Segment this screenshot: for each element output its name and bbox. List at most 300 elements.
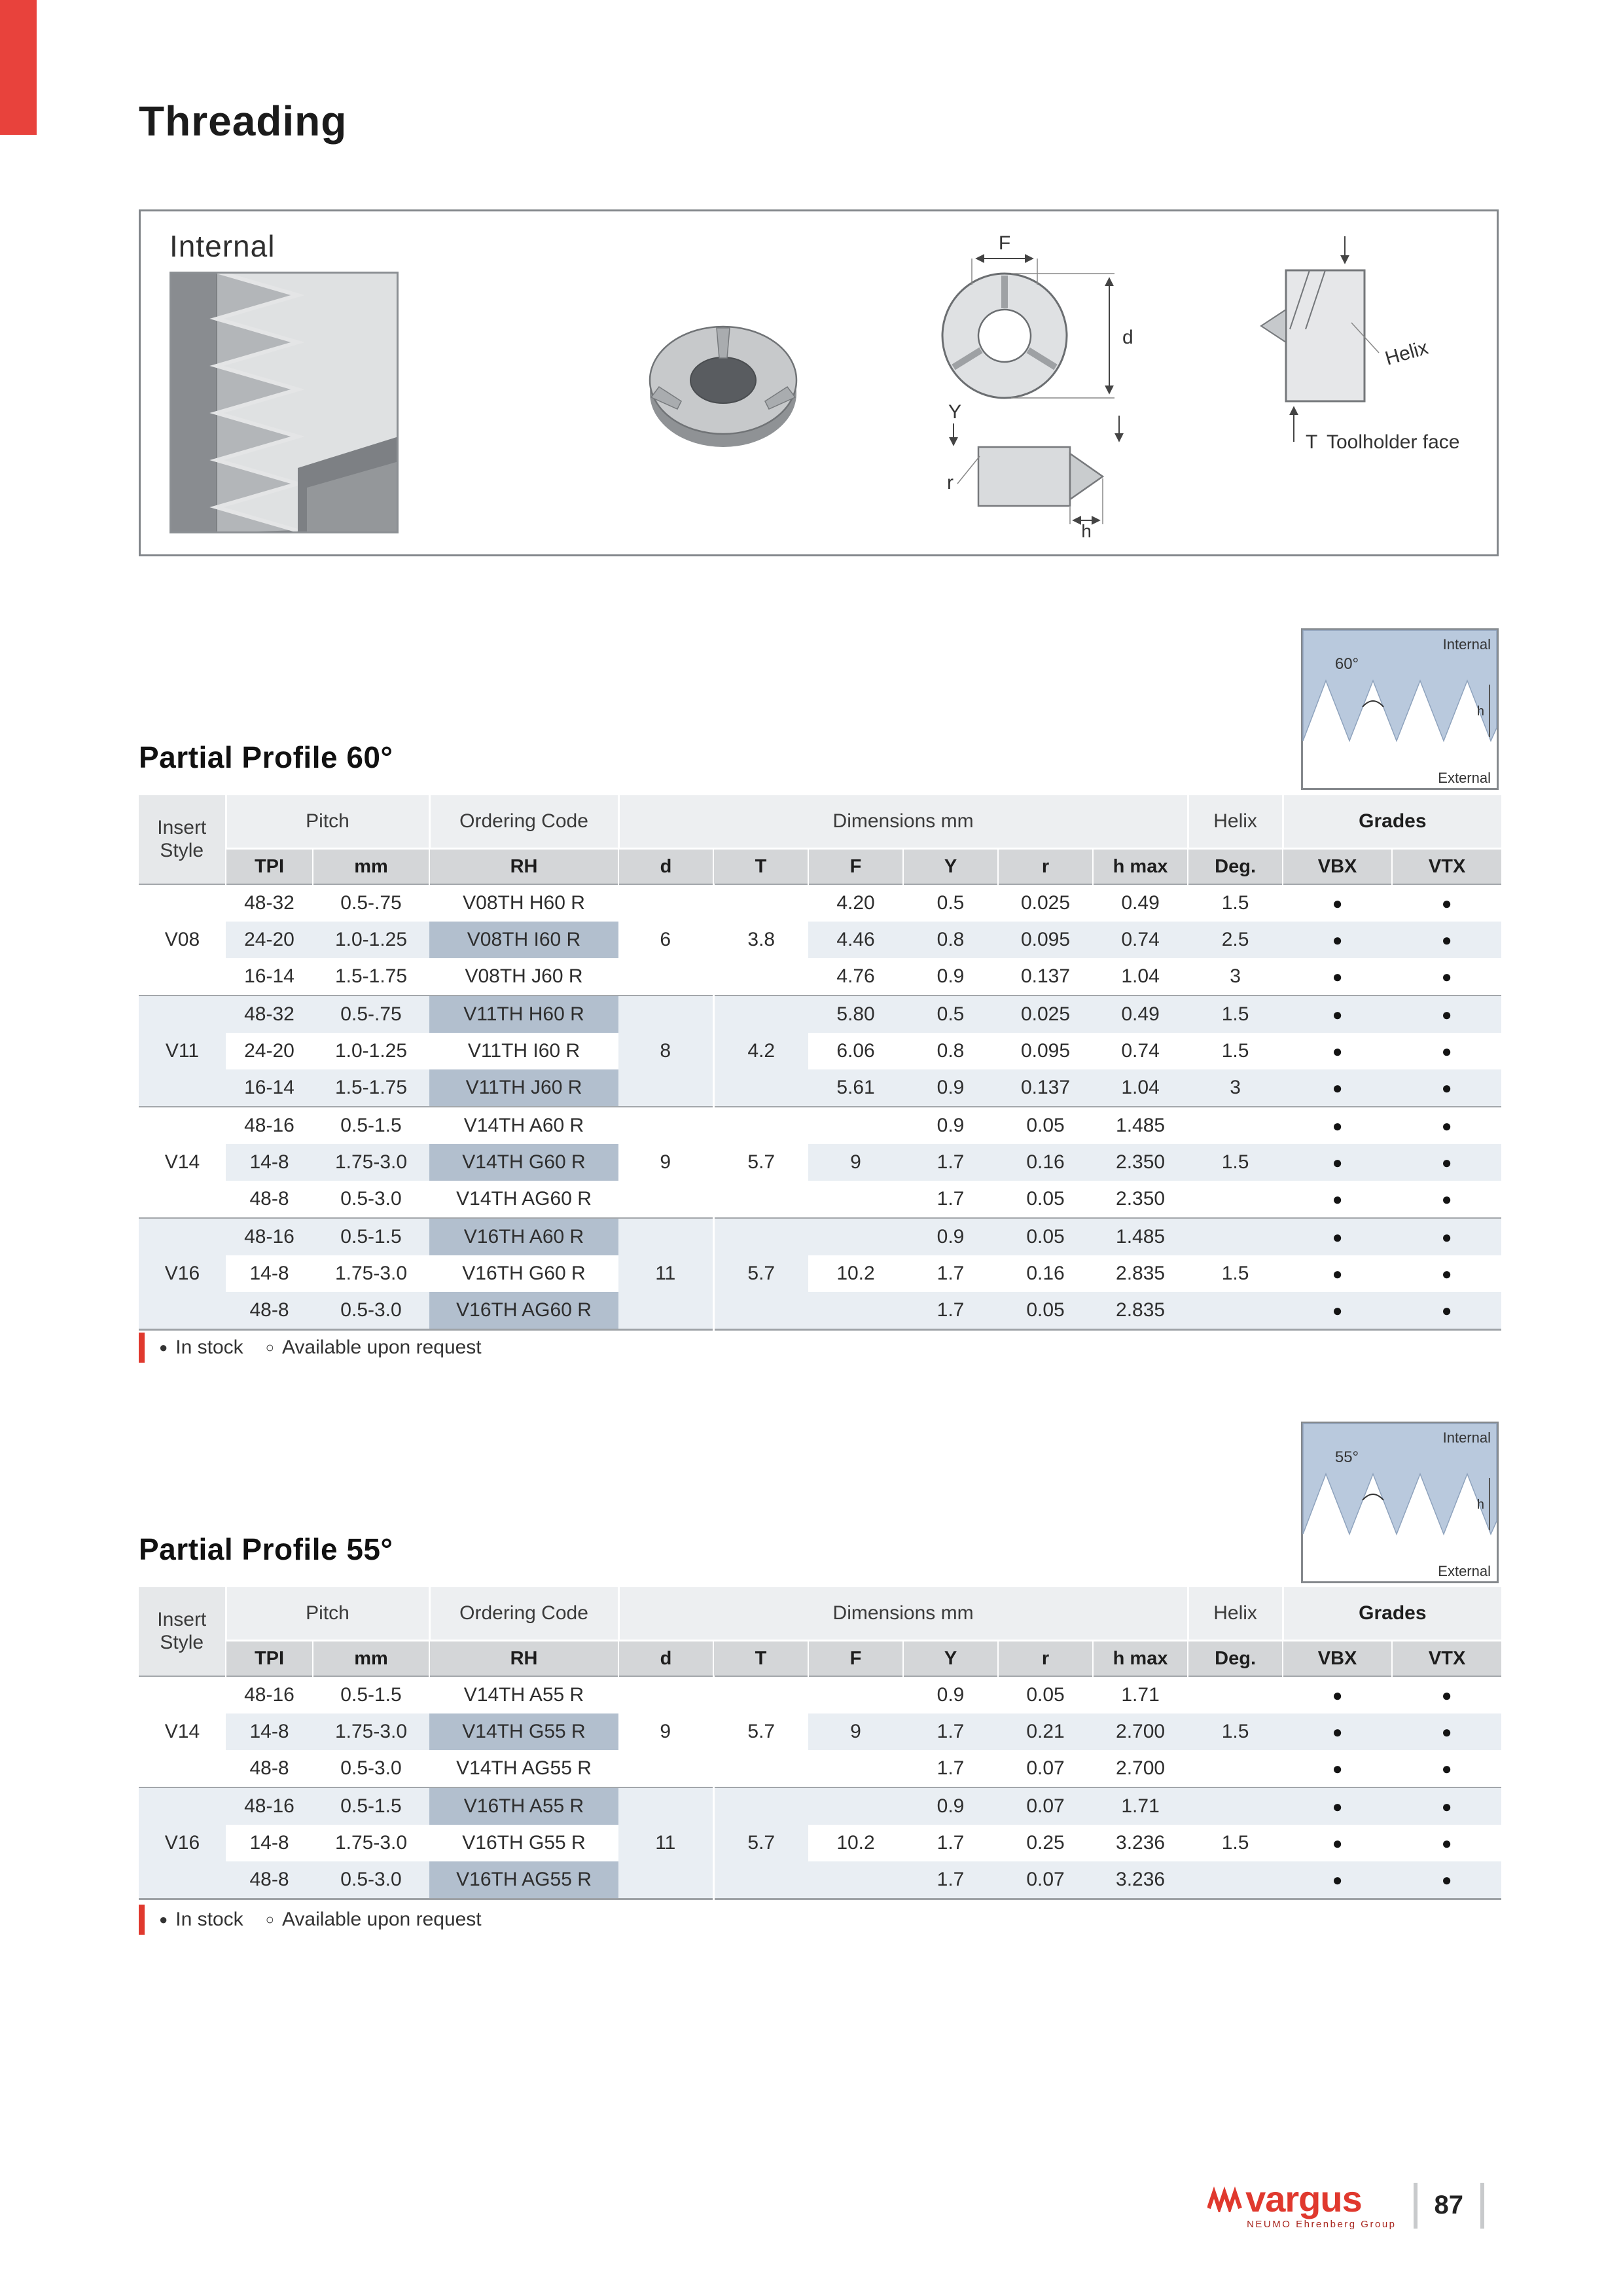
- table-row: [139, 1069, 1501, 1107]
- cell-vbx: ●: [1283, 1825, 1392, 1861]
- cell-mm: 0.5-.75: [313, 996, 429, 1033]
- cell-mm: 0.5-1.5: [313, 1107, 429, 1144]
- cell-y: 1.7: [903, 1750, 998, 1787]
- svg-text:h: h: [1476, 1498, 1484, 1512]
- cell-tpi: 48-16: [226, 1218, 313, 1255]
- table-row: [139, 1825, 1501, 1861]
- cell-helix: [1188, 1861, 1283, 1899]
- cell-hmax: 2.700: [1093, 1750, 1188, 1787]
- cell-r: 0.05: [998, 1218, 1093, 1255]
- cell-helix: 3: [1188, 1069, 1283, 1107]
- profile-mini-diagram-55: [1301, 1422, 1499, 1583]
- cell-vbx: ●: [1283, 1292, 1392, 1330]
- cell-vbx: ●: [1283, 1676, 1392, 1713]
- cell-helix: [1188, 1787, 1283, 1825]
- svg-text:55°: 55°: [1334, 1448, 1359, 1466]
- cell-y: 1.7: [903, 1825, 998, 1861]
- colgroup-grades: Grades: [1283, 1587, 1501, 1641]
- page-title: Threading: [139, 98, 348, 145]
- cell-vbx: ●: [1283, 996, 1392, 1033]
- cell-vbx: ●: [1283, 958, 1392, 996]
- cell-helix: 1.5: [1188, 1144, 1283, 1181]
- cell-vtx: ●: [1392, 996, 1501, 1033]
- cell-vbx: ●: [1283, 1218, 1392, 1255]
- cell-mm: 1.75-3.0: [313, 1144, 429, 1181]
- cell-vtx: ●: [1392, 1255, 1501, 1292]
- colgroup-dimensions: Dimensions mm: [618, 1587, 1188, 1641]
- cell-d: 9: [618, 1676, 713, 1787]
- cell-hmax: 1.71: [1093, 1676, 1188, 1713]
- cell-hmax: 2.350: [1093, 1144, 1188, 1181]
- table-row: [139, 1144, 1501, 1181]
- cell-t: 5.7: [713, 1787, 808, 1899]
- legend-accent-bar: [139, 1333, 145, 1363]
- cell-tpi: 48-16: [226, 1107, 313, 1144]
- table-row: [139, 1787, 1501, 1825]
- cell-mm: 0.5-1.5: [313, 1676, 429, 1713]
- cell-mm: 0.5-3.0: [313, 1292, 429, 1330]
- legend-accent-bar: [139, 1905, 145, 1935]
- section-title-55: Partial Profile 55°: [139, 1532, 393, 1566]
- cell-vbx: ●: [1283, 1713, 1392, 1750]
- cell-r: 0.25: [998, 1825, 1093, 1861]
- col-r: r: [998, 1641, 1093, 1677]
- cell-y: 1.7: [903, 1713, 998, 1750]
- col-deg: Deg.: [1188, 849, 1283, 885]
- cell-helix: [1188, 1676, 1283, 1713]
- cell-vbx: ●: [1283, 884, 1392, 922]
- insert-style-cell: V16: [139, 1787, 226, 1899]
- cell-mm: 1.5-1.75: [313, 958, 429, 996]
- table-row: [139, 1255, 1501, 1292]
- svg-text:60°: 60°: [1334, 655, 1359, 673]
- cell-r: 0.05: [998, 1107, 1093, 1144]
- colgroup-grades: Grades: [1283, 795, 1501, 849]
- cell-r: 0.025: [998, 884, 1093, 922]
- cell-vtx: ●: [1392, 922, 1501, 958]
- col-mm: mm: [313, 849, 429, 885]
- col-d: d: [618, 1641, 713, 1677]
- cell-t: 5.7: [713, 1107, 808, 1218]
- cell-hmax: 2.350: [1093, 1181, 1188, 1218]
- colgroup-helix: Helix: [1188, 1587, 1283, 1641]
- cell-f: 10.2: [808, 1825, 903, 1861]
- cell-r: 0.21: [998, 1713, 1093, 1750]
- cell-f: 9: [808, 1713, 903, 1750]
- col-t: T: [713, 849, 808, 885]
- cell-ordering-code: V11TH J60 R: [429, 1069, 618, 1107]
- cell-d: 9: [618, 1107, 713, 1218]
- colgroup-pitch: Pitch: [226, 1587, 429, 1641]
- cell-y: 0.9: [903, 1069, 998, 1107]
- cell-hmax: 1.485: [1093, 1218, 1188, 1255]
- colgroup-dimensions: Dimensions mm: [618, 795, 1188, 849]
- table-row: [139, 1033, 1501, 1069]
- cell-y: 0.9: [903, 1676, 998, 1713]
- cell-hmax: 1.04: [1093, 1069, 1188, 1107]
- cell-helix: 2.5: [1188, 922, 1283, 958]
- cell-vtx: ●: [1392, 1676, 1501, 1713]
- svg-text:d: d: [1122, 327, 1133, 348]
- cell-f: 6.06: [808, 1033, 903, 1069]
- cell-mm: 1.75-3.0: [313, 1255, 429, 1292]
- svg-text:Internal: Internal: [1442, 1429, 1491, 1446]
- cell-vbx: ●: [1283, 1107, 1392, 1144]
- cell-hmax: 1.71: [1093, 1787, 1188, 1825]
- cell-mm: 0.5-3.0: [313, 1861, 429, 1899]
- cell-hmax: 2.700: [1093, 1713, 1188, 1750]
- table-row: [139, 1676, 1501, 1713]
- cell-ordering-code: V14TH AG60 R: [429, 1181, 618, 1218]
- in-stock-dot-icon: ●: [159, 1911, 168, 1928]
- section-title-60: Partial Profile 60°: [139, 740, 393, 774]
- cell-tpi: 48-8: [226, 1181, 313, 1218]
- cell-tpi: 48-8: [226, 1292, 313, 1330]
- cell-tpi: 24-20: [226, 922, 313, 958]
- stock-legend-2: [139, 1905, 482, 1935]
- cell-f: [808, 1861, 903, 1899]
- svg-text:Helix: Helix: [1382, 336, 1431, 370]
- partial-profile-55-table: [139, 1587, 1501, 1900]
- col-hmax: h max: [1093, 1641, 1188, 1677]
- cell-d: 8: [618, 996, 713, 1107]
- insert-style-cell: V14: [139, 1107, 226, 1218]
- cell-y: 0.9: [903, 1787, 998, 1825]
- cell-y: 1.7: [903, 1255, 998, 1292]
- svg-text:r: r: [947, 472, 954, 493]
- cell-f: [808, 1787, 903, 1825]
- cell-vtx: ●: [1392, 884, 1501, 922]
- insert-ring-image: [625, 303, 821, 470]
- corner-accent-bar: [0, 0, 37, 135]
- insert-style-cell: V16: [139, 1218, 226, 1330]
- col-hmax: h max: [1093, 849, 1188, 885]
- col-vtx: VTX: [1392, 1641, 1501, 1677]
- col-mm: mm: [313, 1641, 429, 1677]
- cell-ordering-code: V08TH H60 R: [429, 884, 618, 922]
- col-tpi: TPI: [226, 849, 313, 885]
- cell-vtx: ●: [1392, 1033, 1501, 1069]
- cell-ordering-code: V16TH G55 R: [429, 1825, 618, 1861]
- colgroup-ordering-code: Ordering Code: [429, 795, 618, 849]
- col-insert-style: Insert Style: [139, 795, 226, 884]
- cell-ordering-code: V16TH G60 R: [429, 1255, 618, 1292]
- cell-r: 0.07: [998, 1750, 1093, 1787]
- cell-mm: 0.5-.75: [313, 884, 429, 922]
- stock-legend: [139, 1333, 482, 1363]
- cell-d: 11: [618, 1218, 713, 1330]
- cell-vbx: ●: [1283, 1787, 1392, 1825]
- cell-mm: 0.5-1.5: [313, 1218, 429, 1255]
- cell-y: 0.8: [903, 922, 998, 958]
- cell-helix: [1188, 1181, 1283, 1218]
- col-vbx: VBX: [1283, 849, 1392, 885]
- partial-profile-60-table: [139, 795, 1501, 1331]
- cell-f: [808, 1218, 903, 1255]
- cell-vtx: ●: [1392, 1292, 1501, 1330]
- cell-f: [808, 1676, 903, 1713]
- cell-ordering-code: V14TH AG55 R: [429, 1750, 618, 1787]
- cell-vtx: ●: [1392, 1750, 1501, 1787]
- on-request-label: Available upon request: [281, 1909, 482, 1930]
- cell-y: 1.7: [903, 1144, 998, 1181]
- internal-illustration-box: [139, 209, 1499, 556]
- cell-y: 1.7: [903, 1292, 998, 1330]
- cell-hmax: 0.74: [1093, 922, 1188, 958]
- cell-f: 9: [808, 1144, 903, 1181]
- cell-tpi: 14-8: [226, 1255, 313, 1292]
- cell-d: 6: [618, 884, 713, 996]
- svg-text:F: F: [998, 232, 1011, 254]
- cell-vbx: ●: [1283, 1255, 1392, 1292]
- cell-f: [808, 1750, 903, 1787]
- table-row: [139, 922, 1501, 958]
- cell-y: 1.7: [903, 1181, 998, 1218]
- col-d: d: [618, 849, 713, 885]
- table-row: [139, 1861, 1501, 1899]
- cell-ordering-code: V08TH I60 R: [429, 922, 618, 958]
- cell-tpi: 48-32: [226, 996, 313, 1033]
- svg-text:Internal: Internal: [1442, 636, 1491, 653]
- cell-vtx: ●: [1392, 1825, 1501, 1861]
- cell-ordering-code: V16TH A55 R: [429, 1787, 618, 1825]
- profile-mini-diagram-60: [1301, 628, 1499, 790]
- cell-helix: 1.5: [1188, 884, 1283, 922]
- cell-hmax: 3.236: [1093, 1825, 1188, 1861]
- cell-mm: 0.5-1.5: [313, 1787, 429, 1825]
- cell-t: 3.8: [713, 884, 808, 996]
- svg-text:External: External: [1438, 770, 1491, 786]
- cell-hmax: 1.485: [1093, 1107, 1188, 1144]
- colgroup-helix: Helix: [1188, 795, 1283, 849]
- in-stock-dot-icon: ●: [159, 1339, 168, 1355]
- cell-t: 5.7: [713, 1218, 808, 1330]
- col-r: r: [998, 849, 1093, 885]
- table-row: [139, 1218, 1501, 1255]
- cell-vtx: ●: [1392, 1861, 1501, 1899]
- col-f: F: [808, 849, 903, 885]
- table-60-wrap: [139, 795, 1501, 1331]
- insert-style-cell: V11: [139, 996, 226, 1107]
- cell-r: 0.095: [998, 922, 1093, 958]
- col-insert-style: Insert Style: [139, 1587, 226, 1676]
- page-number: 87: [1434, 2191, 1463, 2219]
- thread-photo: [169, 272, 399, 537]
- cell-helix: [1188, 1750, 1283, 1787]
- col-vbx: VBX: [1283, 1641, 1392, 1677]
- brand-zigzag-icon: [1207, 2186, 1245, 2212]
- cell-y: 0.9: [903, 958, 998, 996]
- svg-text:Y: Y: [948, 401, 962, 423]
- cell-mm: 0.5-3.0: [313, 1181, 429, 1218]
- cell-ordering-code: V08TH J60 R: [429, 958, 618, 996]
- cell-f: [808, 1292, 903, 1330]
- cell-vbx: ●: [1283, 1861, 1392, 1899]
- cell-y: 0.5: [903, 996, 998, 1033]
- colgroup-ordering-code: Ordering Code: [429, 1587, 618, 1641]
- table-row: [139, 1181, 1501, 1218]
- cell-hmax: 1.04: [1093, 958, 1188, 996]
- cell-helix: [1188, 1107, 1283, 1144]
- cell-r: 0.05: [998, 1676, 1093, 1713]
- cell-y: 0.8: [903, 1033, 998, 1069]
- svg-text:h: h: [1081, 521, 1092, 539]
- cell-f: 10.2: [808, 1255, 903, 1292]
- cell-r: 0.16: [998, 1255, 1093, 1292]
- cell-f: 4.46: [808, 922, 903, 958]
- cell-vtx: ●: [1392, 1181, 1501, 1218]
- cell-y: 0.5: [903, 884, 998, 922]
- colgroup-pitch: Pitch: [226, 795, 429, 849]
- col-f: F: [808, 1641, 903, 1677]
- cell-vtx: ●: [1392, 1069, 1501, 1107]
- cell-ordering-code: V14TH A55 R: [429, 1676, 618, 1713]
- table-row: [139, 1107, 1501, 1144]
- cell-hmax: 0.49: [1093, 996, 1188, 1033]
- cell-vtx: ●: [1392, 1107, 1501, 1144]
- table-row: [139, 1750, 1501, 1787]
- insert-style-cell: V08: [139, 884, 226, 996]
- cell-tpi: 14-8: [226, 1825, 313, 1861]
- cell-r: 0.05: [998, 1181, 1093, 1218]
- in-stock-label: In stock: [175, 1909, 243, 1930]
- cell-helix: 1.5: [1188, 1825, 1283, 1861]
- cell-tpi: 48-16: [226, 1787, 313, 1825]
- cell-ordering-code: V16TH A60 R: [429, 1218, 618, 1255]
- brand-logo: [1207, 2178, 1397, 2230]
- cell-ordering-code: V16TH AG60 R: [429, 1292, 618, 1330]
- on-request-label: Available upon request: [281, 1336, 482, 1358]
- internal-box-label: Internal: [169, 229, 276, 263]
- col-y: Y: [903, 1641, 998, 1677]
- cell-helix: 3: [1188, 958, 1283, 996]
- cell-hmax: 2.835: [1093, 1292, 1188, 1330]
- cell-vtx: ●: [1392, 958, 1501, 996]
- cell-f: [808, 1181, 903, 1218]
- cell-vbx: ●: [1283, 1144, 1392, 1181]
- cell-f: 4.20: [808, 884, 903, 922]
- cell-f: [808, 1107, 903, 1144]
- table-row: [139, 958, 1501, 996]
- table-row: [139, 884, 1501, 922]
- cell-t: 5.7: [713, 1676, 808, 1787]
- cell-tpi: 16-14: [226, 1069, 313, 1107]
- cell-ordering-code: V16TH AG55 R: [429, 1861, 618, 1899]
- cell-tpi: 14-8: [226, 1144, 313, 1181]
- cell-ordering-code: V14TH A60 R: [429, 1107, 618, 1144]
- col-tpi: TPI: [226, 1641, 313, 1677]
- col-vtx: VTX: [1392, 849, 1501, 885]
- brand-subtitle: NEUMO Ehrenberg Group: [1247, 2219, 1397, 2230]
- cell-hmax: 3.236: [1093, 1861, 1188, 1899]
- table-row: [139, 1713, 1501, 1750]
- table-row: [139, 1292, 1501, 1330]
- on-request-circle-icon: ○: [265, 1339, 274, 1355]
- cell-y: 1.7: [903, 1861, 998, 1899]
- svg-text:T: T: [1306, 431, 1318, 453]
- cell-tpi: 24-20: [226, 1033, 313, 1069]
- cell-ordering-code: V11TH H60 R: [429, 996, 618, 1033]
- cell-hmax: 0.74: [1093, 1033, 1188, 1069]
- cell-hmax: 2.835: [1093, 1255, 1188, 1292]
- cell-r: 0.07: [998, 1787, 1093, 1825]
- cell-mm: 1.0-1.25: [313, 922, 429, 958]
- on-request-circle-icon: ○: [265, 1911, 274, 1928]
- cell-tpi: 48-8: [226, 1750, 313, 1787]
- cell-vtx: ●: [1392, 1787, 1501, 1825]
- cell-y: 0.9: [903, 1107, 998, 1144]
- col-rh: RH: [429, 1641, 618, 1677]
- cell-r: 0.137: [998, 958, 1093, 996]
- cell-vbx: ●: [1283, 1033, 1392, 1069]
- col-y: Y: [903, 849, 998, 885]
- cell-ordering-code: V14TH G60 R: [429, 1144, 618, 1181]
- cell-r: 0.07: [998, 1861, 1093, 1899]
- svg-text:h: h: [1476, 704, 1484, 719]
- cell-r: 0.025: [998, 996, 1093, 1033]
- cell-helix: [1188, 1292, 1283, 1330]
- cell-r: 0.137: [998, 1069, 1093, 1107]
- cell-vtx: ●: [1392, 1144, 1501, 1181]
- footer-divider: [1414, 2183, 1418, 2229]
- cell-helix: 1.5: [1188, 1033, 1283, 1069]
- svg-text:External: External: [1438, 1563, 1491, 1579]
- brand-name: vargus: [1245, 2178, 1362, 2219]
- cell-f: 4.76: [808, 958, 903, 996]
- cell-mm: 1.0-1.25: [313, 1033, 429, 1069]
- cell-helix: [1188, 1218, 1283, 1255]
- cell-helix: 1.5: [1188, 1713, 1283, 1750]
- cell-hmax: 0.49: [1093, 884, 1188, 922]
- insert-style-cell: V14: [139, 1676, 226, 1787]
- cell-tpi: 16-14: [226, 958, 313, 996]
- cell-vtx: ●: [1392, 1218, 1501, 1255]
- cell-mm: 1.75-3.0: [313, 1825, 429, 1861]
- svg-text:Toolholder face: Toolholder face: [1327, 431, 1460, 453]
- table-row: [139, 996, 1501, 1033]
- cell-y: 0.9: [903, 1218, 998, 1255]
- cell-vtx: ●: [1392, 1713, 1501, 1750]
- cell-r: 0.05: [998, 1292, 1093, 1330]
- cell-mm: 0.5-3.0: [313, 1750, 429, 1787]
- cell-ordering-code: V11TH I60 R: [429, 1033, 618, 1069]
- col-deg: Deg.: [1188, 1641, 1283, 1677]
- table-55-wrap: [139, 1587, 1501, 1900]
- cell-tpi: 48-8: [226, 1861, 313, 1899]
- cell-tpi: 14-8: [226, 1713, 313, 1750]
- cell-tpi: 48-32: [226, 884, 313, 922]
- cell-vbx: ●: [1283, 1069, 1392, 1107]
- cell-f: 5.61: [808, 1069, 903, 1107]
- col-rh: RH: [429, 849, 618, 885]
- cell-mm: 1.5-1.75: [313, 1069, 429, 1107]
- cell-tpi: 48-16: [226, 1676, 313, 1713]
- cell-mm: 1.75-3.0: [313, 1713, 429, 1750]
- cell-d: 11: [618, 1787, 713, 1899]
- cell-r: 0.16: [998, 1144, 1093, 1181]
- dimension-diagram: [893, 224, 1482, 542]
- cell-r: 0.095: [998, 1033, 1093, 1069]
- cell-helix: 1.5: [1188, 996, 1283, 1033]
- footer-divider: [1480, 2183, 1484, 2229]
- cell-f: 5.80: [808, 996, 903, 1033]
- in-stock-label: In stock: [175, 1336, 243, 1358]
- col-t: T: [713, 1641, 808, 1677]
- cell-vbx: ●: [1283, 1750, 1392, 1787]
- cell-vbx: ●: [1283, 1181, 1392, 1218]
- cell-vbx: ●: [1283, 922, 1392, 958]
- footer: [1207, 2178, 1501, 2230]
